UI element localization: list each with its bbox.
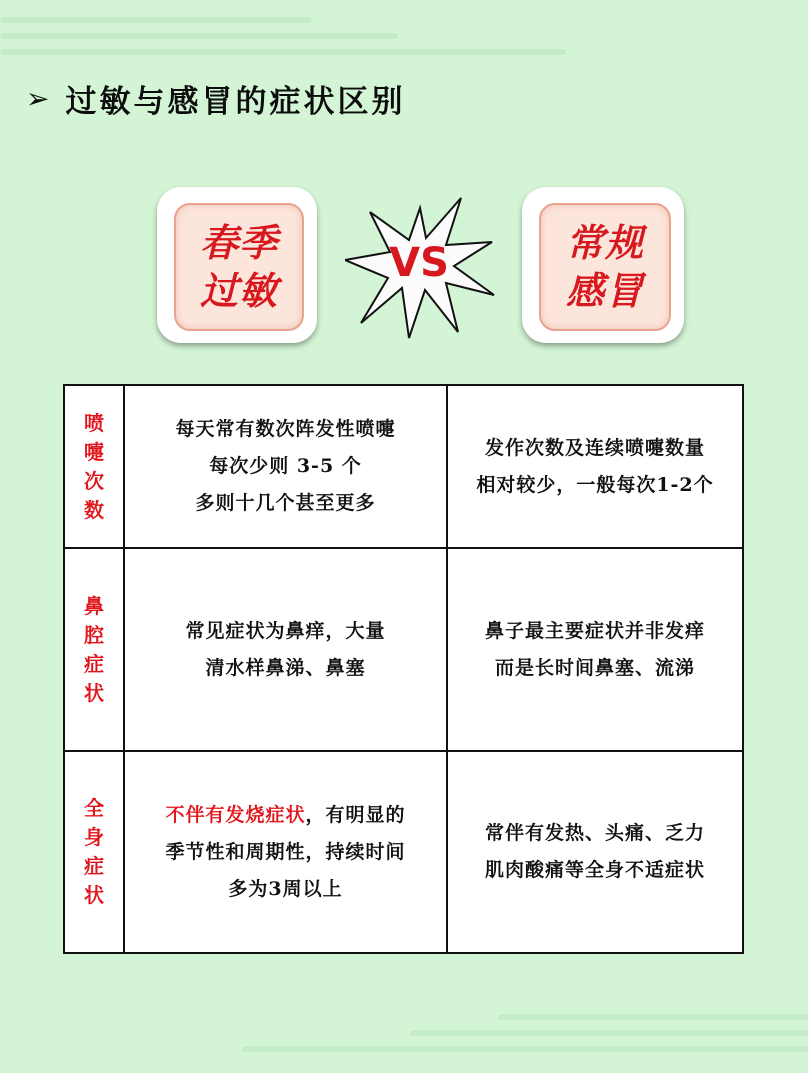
page-title-text: 过敏与感冒的症状区别 [65, 83, 406, 120]
decor-stripe [0, 17, 312, 23]
badge-line: 常规 [565, 221, 644, 265]
cell-line: 而是长时间鼻塞、流涕 [494, 656, 695, 679]
row-label-cell [65, 549, 125, 750]
cell-line [165, 797, 405, 834]
badge-spring-allergy [157, 187, 317, 343]
cell-line: 多则十几个甚至更多 [195, 492, 376, 514]
decor-stripe [498, 1014, 808, 1020]
cell-line: 季节性和周期性，持续时间 [165, 840, 406, 863]
decor-stripe [0, 33, 398, 39]
table-row [65, 752, 742, 952]
allergy-cell [125, 549, 448, 750]
cell-line: 清水样鼻涕、鼻塞 [205, 656, 366, 679]
row-label-cell [65, 752, 125, 952]
arrow-bullet-icon: ➢ [26, 81, 50, 115]
badge-inner [539, 203, 671, 331]
cell-line: 发作次数及连续喷嚏数量 [484, 436, 705, 459]
row-label: 鼻腔症状 [84, 593, 104, 705]
cell-line: 每天常有数次阵发性喷嚏 [175, 418, 396, 440]
badge-line: 春季 [199, 221, 278, 265]
vs-burst-icon [345, 180, 495, 340]
cold-cell [448, 549, 742, 750]
cell-line: 鼻子最主要症状并非发痒 [484, 619, 705, 642]
row-label-cell [65, 386, 125, 547]
decor-stripe [0, 49, 566, 55]
cell-line: 常见症状为鼻痒，大量 [185, 619, 386, 642]
page-title [26, 76, 405, 120]
highlight-no-fever: 不伴有发烧症状 [165, 803, 306, 826]
table-row [65, 549, 742, 752]
cold-cell [448, 752, 742, 952]
cell-line: 相对较少，一般每次1-2个 [476, 473, 714, 496]
row-label: 喷嚏次数 [84, 410, 104, 522]
badge-line: 感冒 [565, 269, 644, 313]
decor-stripe [242, 1046, 808, 1052]
allergy-cell [125, 386, 448, 547]
cell-line: 每次少则 3-5 个 [209, 455, 362, 477]
cell-line: 常伴有发热、头痛、乏力 [484, 822, 705, 844]
cold-cell [448, 386, 742, 547]
row-label: 全身症状 [84, 796, 104, 907]
cell-line: 肌肉酸痛等全身不适症状 [484, 859, 705, 881]
cell-line-rest: ，有明显的 [305, 803, 406, 826]
allergy-cell [125, 752, 448, 952]
badge-common-cold [522, 187, 684, 343]
badge-inner [174, 203, 304, 331]
decor-stripe [410, 1030, 808, 1036]
cell-line: 多为3周以上 [228, 877, 343, 900]
badge-line: 过敏 [199, 269, 278, 313]
vs-text: VS [389, 240, 449, 286]
table-row [65, 386, 742, 549]
comparison-table [63, 384, 744, 954]
